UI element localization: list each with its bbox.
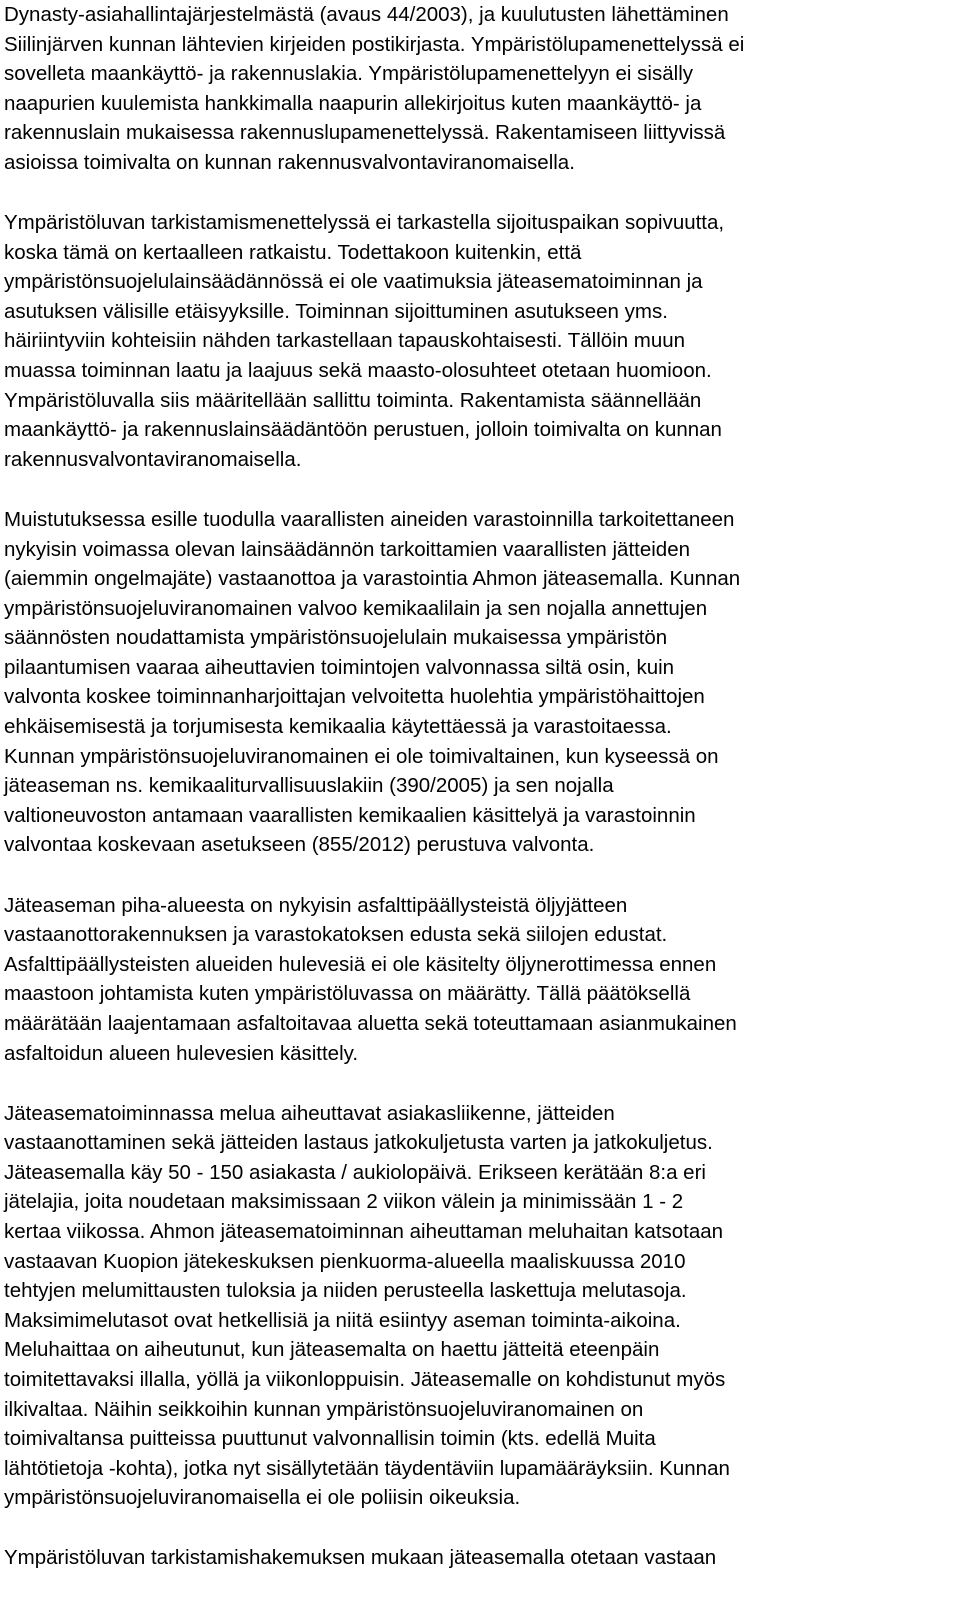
text-line: ehkäisemisestä ja torjumisesta kemikaalia käytettäessä ja varastoitaessa. (4, 715, 672, 739)
body-paragraph (4, 208, 960, 474)
text-line: Jäteasemalla käy 50 - 150 asiakasta / aukiolopäivä. Erikseen kerätään 8:a eri (4, 1160, 706, 1184)
text-line: (aiemmin ongelmajäte) vastaanottoa ja varastointia Ahmon jäteasemalla. Kunnan (4, 567, 741, 591)
text-line: asutuksen välisille etäisyyksille. Toiminnan sijoittuminen asutukseen yms. (4, 299, 668, 323)
text-line: toimivaltansa puitteissa puuttunut valvonnallisin toimin (kts. edellä Muita (4, 1427, 656, 1451)
text-line: koska tämä on kertaalleen ratkaistu. Todettakoon kuitenkin, että (4, 240, 582, 264)
text-line: häiriintyviin kohteisiin nähden tarkastellaan tapauskohtaisesti. Tällöin muun (4, 329, 686, 353)
body-paragraph (4, 891, 960, 1069)
text-line: Jäteaseman piha-alueesta on nykyisin asfalttipäällysteistä öljyjätteen (4, 893, 628, 917)
paragraph-spacer (4, 1068, 960, 1099)
text-line: ympäristönsuojeluviranomainen valvoo kemikaalilain ja sen nojalla annettujen (4, 596, 708, 620)
text-line: Asfalttipäällysteisten alueiden hulevesiä ei ole käsitelty öljynerottimessa ennen (4, 952, 717, 976)
text-line: valvontaa koskevaan asetukseen (855/2012) perustuva valvonta. (4, 833, 595, 857)
text-line: Dynasty-asiahallintajärjestelmästä (avaus 44/2003), ja kuulutusten lähettäminen (4, 3, 729, 26)
text-line: vastaanottaminen sekä jätteiden lastaus jatkokuljetusta varten ja jatkokuljetus. (4, 1131, 713, 1155)
text-line: nykyisin voimassa olevan lainsäädännön tarkoittamien vaarallisten jätteiden (4, 537, 690, 561)
text-line: toimitettavaksi illalla, yöllä ja viikonloppuisin. Jäteasemalle on kohdistunut myös (4, 1367, 726, 1391)
body-paragraph (4, 0, 960, 178)
paragraph-spacer (4, 474, 960, 505)
text-line: maankäyttö- ja rakennuslainsäädäntöön perustuen, jolloin toimivalta on kunnan (4, 418, 722, 442)
text-line: valtioneuvoston antamaan vaarallisten kemikaalien käsittelyä ja varastoinnin (4, 803, 696, 827)
paragraph-spacer (4, 1513, 960, 1544)
text-line: Siilinjärven kunnan lähtevien kirjeiden postikirjasta. Ympäristölupamenettelyssä ei (4, 32, 745, 56)
text-line: Ympäristöluvan tarkistamishakemuksen mukaan jäteasemalla otetaan vastaan (4, 1546, 717, 1570)
body-paragraph (4, 1099, 960, 1513)
paragraph-spacer (4, 178, 960, 209)
text-line: Meluhaittaa on aiheutunut, kun jäteasemalta on haettu jätteitä eteenpäin (4, 1338, 660, 1362)
text-line: asfaltoidun alueen hulevesien käsittely. (4, 1041, 359, 1065)
text-line: Muistutuksessa esille tuodulla vaarallisten aineiden varastoinnilla tarkoitettaneen (4, 507, 735, 531)
text-line: Maksimimelutasot ovat hetkellisiä ja niitä esiintyy aseman toiminta-aikoina. (4, 1308, 681, 1332)
text-line: kertaa viikossa. Ahmon jäteasematoiminnan aiheuttaman meluhaitan katsotaan (4, 1219, 724, 1243)
text-line: rakennuslain mukaisessa rakennuslupamenettelyssä. Rakentamiseen liittyvissä (4, 121, 726, 145)
text-line: naapurien kuulemista hankkimalla naapurin allekirjoitus kuten maankäyttö- ja (4, 91, 702, 115)
text-line: tehtyjen melumittausten tuloksia ja niiden perusteella laskettuja melutasoja. (4, 1279, 687, 1303)
text-line: rakennusvalvontaviranomaisella. (4, 447, 302, 471)
text-line: ilkivaltaa. Näihin seikkoihin kunnan ympäristönsuojeluviranomainen on (4, 1397, 644, 1421)
text-line: Jäteasematoiminnassa melua aiheuttavat asiakasliikenne, jätteiden (4, 1101, 615, 1125)
text-line: vastaanottorakennuksen ja varastokatoksen edusta sekä siilojen edustat. (4, 923, 668, 947)
body-paragraph (4, 1543, 960, 1573)
text-line: Ympäristöluvan tarkistamismenettelyssä ei tarkastella sijoituspaikan sopivuutta, (4, 211, 725, 235)
text-line: ympäristönsuojeluviranomaisella ei ole poliisin oikeuksia. (4, 1486, 521, 1510)
text-line: muassa toiminnan laatu ja laajuus sekä maasto-olosuhteet otetaan huomioon. (4, 359, 712, 383)
text-line: maastoon johtamista kuten ympäristöluvassa on määrätty. Tällä päätöksellä (4, 982, 691, 1006)
text-line: ympäristönsuojelulainsäädännössä ei ole vaatimuksia jäteasematoiminnan ja (4, 270, 703, 294)
text-line: vastaavan Kuopion jätekeskuksen pienkuorma-alueella maaliskuussa 2010 (4, 1249, 686, 1273)
body-paragraph (4, 505, 960, 860)
text-line: säännösten noudattamista ympäristönsuojelulain mukaisessa ympäristön (4, 626, 668, 650)
text-line: Kunnan ympäristönsuojeluviranomainen ei ole toimivaltainen, kun kyseessä on (4, 744, 719, 768)
text-line: jäteaseman ns. kemikaaliturvallisuuslakiin (390/2005) ja sen nojalla (4, 774, 614, 798)
text-line: asioissa toimivalta on kunnan rakennusvalvontaviranomaisella. (4, 150, 575, 174)
text-line: sovelleta maankäyttö- ja rakennuslakia. Ympäristölupamenettelyyn ei sisälly (4, 62, 693, 86)
text-line: lähtötietoja -kohta), jotka nyt sisällytetään täydentäviin lupamääräyksiin. Kunnan (4, 1456, 730, 1480)
paragraph-spacer (4, 860, 960, 891)
text-line: valvonta koskee toiminnanharjoittajan velvoitetta huolehtia ympäristöhaittojen (4, 685, 705, 709)
text-line: määrätään laajentamaan asfaltoitavaa aluetta sekä toteuttamaan asianmukainen (4, 1011, 737, 1035)
text-line: Ympäristöluvalla siis määritellään sallittu toiminta. Rakentamista säännellään (4, 388, 702, 412)
text-line: pilaantumisen vaaraa aiheuttavien toimintojen valvonnassa siltä osin, kuin (4, 655, 675, 679)
text-line: jätelajia, joita noudetaan maksimissaan 2 viikon välein ja minimissään 1 - 2 (4, 1190, 684, 1214)
